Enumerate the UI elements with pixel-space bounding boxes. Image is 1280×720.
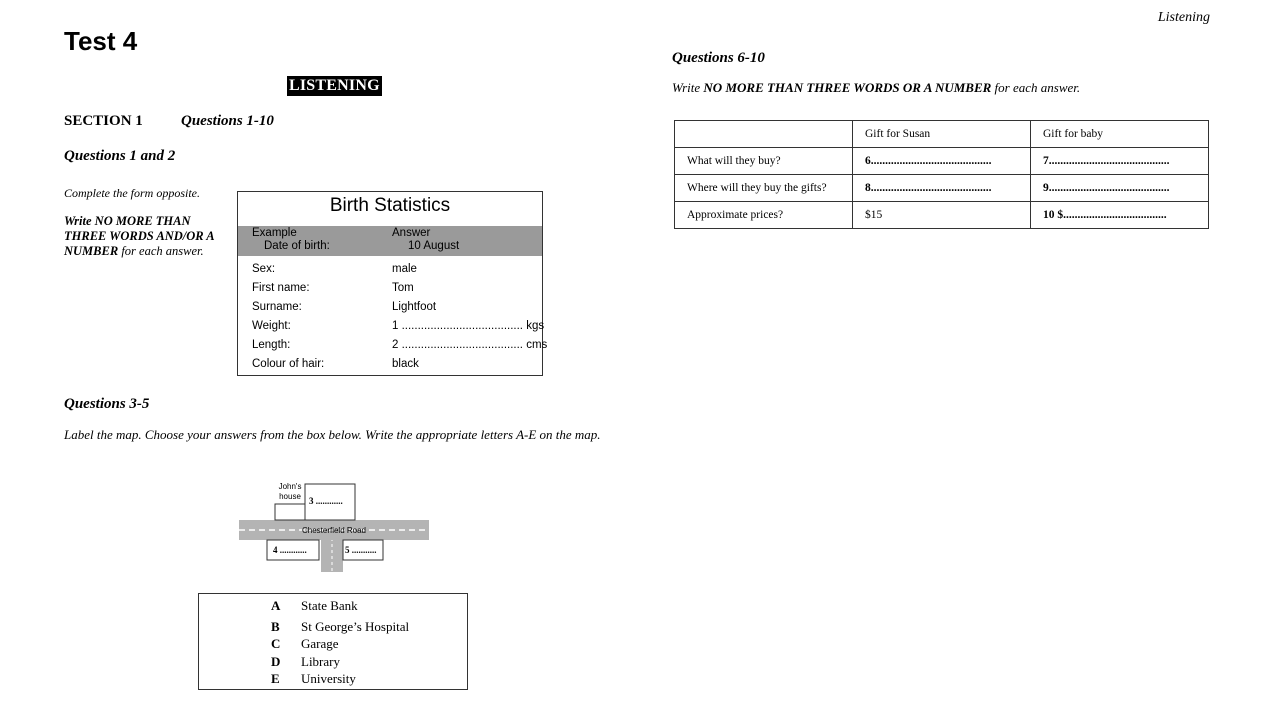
birth-form-example-band xyxy=(238,226,542,256)
table-header-cell: Gift for baby xyxy=(1031,121,1209,148)
option-name: St George’s Hospital xyxy=(301,619,410,634)
form-row-value: Tom xyxy=(392,282,414,294)
form-row-value: black xyxy=(392,358,419,370)
form-row-value: male xyxy=(392,263,417,275)
table-cell: 7.......................................... xyxy=(1031,148,1209,175)
map-slot-4: 4 ............ xyxy=(273,545,307,555)
option-letter: E xyxy=(271,671,280,686)
table-row xyxy=(675,175,1209,202)
page-title: Test 4 xyxy=(64,26,138,56)
q12-instruction-1: Complete the form opposite. xyxy=(64,186,200,200)
option-name: Library xyxy=(301,654,340,669)
house-label-line2: house xyxy=(279,492,301,501)
table-cell: Where will they buy the gifts? xyxy=(675,175,853,202)
form-row-sex xyxy=(252,263,532,279)
form-row-label: First name: xyxy=(252,282,310,294)
option-letter: A xyxy=(271,598,281,613)
option-name: State Bank xyxy=(301,598,358,613)
form-row-length xyxy=(252,339,548,355)
example-label: Example xyxy=(252,227,297,239)
option-name: Garage xyxy=(301,636,339,651)
example-field: Date of birth: xyxy=(264,240,330,252)
table-cell: 10 $.................................... xyxy=(1031,202,1209,229)
options-box xyxy=(198,593,468,690)
table-cell: 9.......................................... xyxy=(1031,175,1209,202)
form-row-first-name xyxy=(252,282,532,298)
form-row-weight xyxy=(252,320,545,336)
table-cell: Approximate prices? xyxy=(675,202,853,229)
form-row-value: 2 ...................................... cms xyxy=(392,339,548,351)
form-row-value: 1 ...................................... kgs xyxy=(392,320,545,332)
table-row xyxy=(675,202,1209,229)
q12-instruction-2-rest: for each answer. xyxy=(118,244,204,258)
answer-label: Answer xyxy=(392,227,431,239)
option-letter: C xyxy=(271,636,281,651)
listening-banner: LISTENING xyxy=(289,77,380,94)
map-slot-5: 5 ........... xyxy=(345,545,377,555)
q12-instruction-2-bold: Write NO MORE THAN THREE WORDS AND/OR A NUMBER xyxy=(64,214,214,258)
form-row-label: Sex: xyxy=(252,263,276,275)
johns-house-building xyxy=(275,504,305,520)
table-header-cell xyxy=(675,121,853,148)
form-row-surname xyxy=(252,301,532,317)
q35-heading: Questions 3-5 xyxy=(64,396,150,412)
table-cell: 8.......................................... xyxy=(853,175,1031,202)
form-row-label: Surname: xyxy=(252,301,302,313)
birth-statistics-form xyxy=(237,191,548,376)
form-row-value: Lightfoot xyxy=(392,301,437,313)
form-row-label: Length: xyxy=(252,339,291,351)
table-header-row xyxy=(675,121,1209,148)
form-row-label: Colour of hair: xyxy=(252,358,325,370)
option-letter: B xyxy=(271,619,280,634)
q610-instruction-post: for each answer. xyxy=(991,80,1081,95)
table-cell: 6.......................................... xyxy=(853,148,1031,175)
section-label: SECTION 1 xyxy=(64,113,143,129)
q12-instruction-2 xyxy=(64,214,234,259)
option-letter: D xyxy=(271,654,281,669)
running-head: Listening xyxy=(1157,10,1210,25)
gift-table xyxy=(674,120,1209,229)
table-cell: What will they buy? xyxy=(675,148,853,175)
form-row-hair-colour xyxy=(252,358,532,374)
map-slot-3: 3 ............ xyxy=(309,496,343,506)
q12-heading: Questions 1 and 2 xyxy=(64,148,176,164)
side-street xyxy=(321,536,343,572)
street-map xyxy=(235,476,435,576)
q610-heading: Questions 6-10 xyxy=(672,50,765,66)
q610-instruction xyxy=(672,80,1080,96)
q35-instruction: Label the map. Choose your answers from the box below. Write the appropriate letters A-E on the map. xyxy=(64,427,601,442)
example-value: 10 August xyxy=(408,240,460,252)
form-row-label: Weight: xyxy=(252,320,291,332)
section-questions: Questions 1-10 xyxy=(181,113,274,129)
q610-instruction-bold: NO MORE THAN THREE WORDS OR A NUMBER xyxy=(703,80,992,95)
birth-form-title: Birth Statistics xyxy=(329,195,451,216)
option-name: University xyxy=(301,671,356,686)
table-row xyxy=(675,148,1209,175)
q610-instruction-pre: Write xyxy=(672,80,704,95)
house-label-line1: John's xyxy=(278,482,302,491)
table-cell: $15 xyxy=(853,202,1031,229)
road-label: Chesterfield Road xyxy=(301,526,367,535)
table-header-cell: Gift for Susan xyxy=(853,121,1031,148)
